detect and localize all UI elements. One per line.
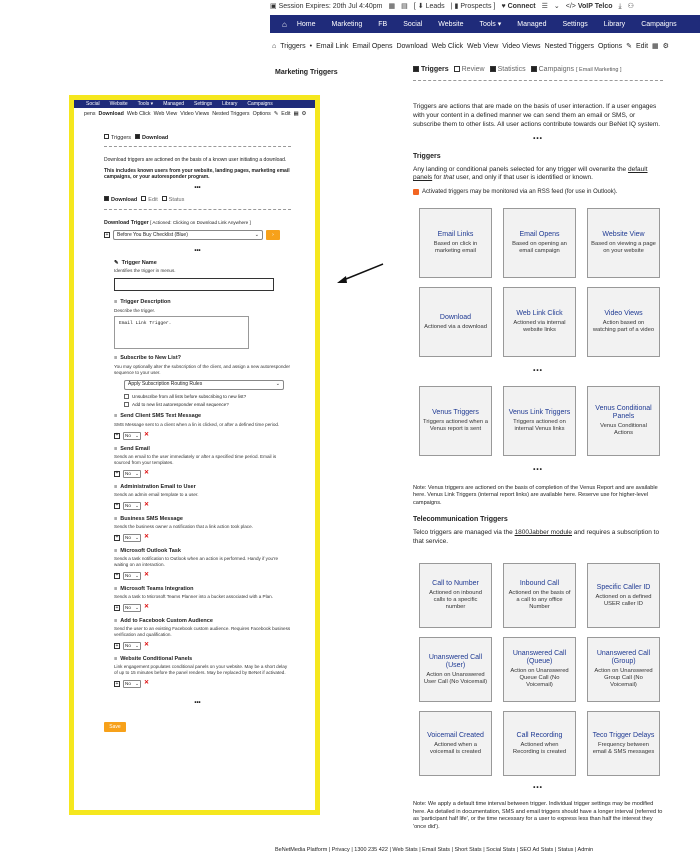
nav-website[interactable]: Website [438,20,464,28]
trigger-description-textarea[interactable]: Email Link Trigger. [114,316,249,349]
subnav-nested-triggers[interactable]: Nested Triggers [544,42,594,50]
card-website-view[interactable]: Website View Based on viewing a page on your website [587,208,660,278]
chevron-down-icon: ⌄ [135,534,139,540]
voip-link[interactable]: </> VoIP Telco [565,3,613,10]
menu-icon: ≡ [114,483,118,490]
close-icon[interactable]: ✕ [144,431,150,438]
plus-square-icon [104,134,109,139]
chevron-down-icon: ⌄ [135,502,139,508]
plus-square-icon[interactable]: + [115,572,119,579]
sub-nav: ⌂ Triggers • Email Link Email Opens Download Web Click Web View Video Views Nested Triggers Options ✎ Edit ▦ ⚙ [272,42,669,50]
panel-nav-settings[interactable]: Settings [194,101,213,107]
panel-nav [74,100,315,108]
admin-select[interactable]: No ⌄ [125,502,139,508]
arrow-right-icon: › [272,232,274,239]
admin-email-field: ≡ Administration Email to User Sends an admin email template to a user. + No ⌄ ✕ [114,483,199,509]
panel-sub-options[interactable]: Options [252,111,271,117]
card-voicemail-created[interactable]: Voicemail Created Actioned when a voicemail is created [419,711,492,776]
card-unanswered-group[interactable]: Unanswered Call (Group) Action on Unanswered Group Call (No Voicemail) [587,637,660,702]
tab-review[interactable]: Review [454,65,485,74]
email-field: ≡ Send Email Sends an email to the user immediately or after a specified time period. Email is sourced from your templates. + No ⌄ ✕ [114,445,277,477]
session-expires: Session Expires: 20th Jul 4:40pm [278,3,383,10]
square-icon [490,66,496,72]
square-icon [531,66,537,72]
trigger-name-input[interactable] [114,278,274,291]
close-icon[interactable]: ✕ [144,604,150,611]
leads-link[interactable]: [ ⬇ Leads [413,3,445,10]
sms-field: ≡ Send Client SMS Text Message SMS Message sent to a client when a lin is clicked, or after a defined time period. + No ⌄ ✕ [114,413,280,439]
trigger-description-field: ≡ Trigger Description Describe the trigger. Email Link Trigger. [114,299,291,349]
menu-icon: ≡ [114,413,118,420]
subnav-options[interactable]: Options [597,42,623,50]
connect-link[interactable]: ♥ Connect [501,3,536,10]
card-web-link-click[interactable]: Web Link Click Actioned via internal website links [503,287,576,357]
panel-intro-b: This includes known users from your website, landing pages, marketing email campaigns, or your autoresponder program. [104,167,290,181]
chevron-down-icon: ⌄ [135,572,139,578]
facebook-select[interactable]: No ⌄ [125,643,139,649]
code-icon: </> [565,3,576,10]
card-video-views[interactable]: Video Views Action based on watching part of a video [587,287,660,357]
plus-square-icon[interactable]: + [115,534,119,541]
user-icon[interactable]: ⚇ [627,3,634,10]
nav-settings[interactable]: Settings [562,20,588,28]
close-icon[interactable]: ✕ [144,572,150,579]
chevron-down-icon: ⌄ [135,681,139,687]
default-panels-link[interactable]: default panels [413,165,648,182]
download-icon[interactable]: ⤓ [618,3,622,10]
subnav-web-click[interactable]: Web Click [431,42,464,50]
card-email-links[interactable]: Email Links Based on click in marketing email [419,208,492,278]
separator-dots: ••• [194,184,201,191]
main-tabs [413,64,663,76]
panel-nav-library[interactable]: Library [222,101,238,107]
home-icon[interactable]: ⌂ [272,42,277,50]
venus-note: Note: Venus triggers are actioned on the basis of completion of the Venus Report and are available here. Venus Link Triggers (internal report links) are available here. Reserve use for higher-level campaigns. [413,484,658,506]
divider [413,80,663,81]
conditional-panels-field: ≡ Website Conditional Panels Link engagement populates conditional panels on your website. May be a short delay of up to 15 minutes before the panel renders. May be replaced by BeNet if activated. + No ⌄ ✕ [114,656,288,687]
divider [104,209,291,210]
trigger-cards [419,208,663,357]
trigger-select-row [104,230,291,240]
plus-square-icon[interactable]: + [105,231,109,238]
subnav-triggers[interactable]: Triggers [280,42,306,50]
business-sms-field: ≡ Business SMS Message Sends the business owner a notification that a link action took place. + No ⌄ ✕ [114,515,253,541]
home-icon[interactable]: ⌂ [282,19,287,29]
menu-icon: ≡ [114,445,118,452]
prospects-link[interactable]: | ▮ Prospects ] [450,3,496,10]
chevron-down-icon: ⌄ [135,605,139,611]
page-title: Marketing Triggers [275,69,338,76]
card-unanswered-queue[interactable]: Unanswered Call (Queue) Action on Unanswered Queue Call (No Voicemail) [503,637,576,702]
separator-dots: ••• [533,784,543,792]
card-email-opens[interactable]: Email Opens Based on opening an email campaign [503,208,576,278]
menu-icon: ≡ [114,656,118,663]
panel-nav-tools[interactable]: Tools ▾ [137,101,154,107]
chevron-down-icon: ⌄ [254,232,259,239]
panel-tabs-2 [104,196,291,204]
card-unanswered-user[interactable]: Unanswered Call (User) Action on Unanswered User Call (No Voicemail) [419,637,492,702]
panel-sub-nav [74,108,315,120]
grid-icon[interactable]: ▦ [388,3,396,10]
separator-dots: ••• [533,465,543,473]
separator-dots: ••• [533,367,543,375]
subnav-web-view[interactable]: Web View [467,42,499,50]
nav-library[interactable]: Library [603,20,626,28]
plus-square-icon[interactable]: + [115,642,119,649]
menu-icon: ≡ [114,355,118,362]
delay-note: Note: We apply a default time interval between trigger. Individual trigger settings may be modified here. As detailed in documentation, SMS and email triggers should have a longer interval (referred to as 'participant half life', or the time necessary for a user to express less than half the interest they 'once did'). [413,801,663,830]
subnav-email-opens[interactable]: Email Opens [352,42,393,50]
main-nav [270,15,700,33]
panel-nav-managed[interactable]: Managed [163,101,185,107]
plus-square-icon [162,196,167,201]
close-icon[interactable]: ✕ [144,642,150,649]
rss-icon[interactable] [413,189,419,195]
panel-sub-web-view[interactable]: Web View [153,111,178,117]
close-icon[interactable]: ✕ [144,533,150,540]
telco-heading: Telecommunication Triggers [413,516,508,524]
jabber-module-link[interactable]: 1800Jabber module [514,528,572,536]
card-venus-link-triggers[interactable]: Venus Link Triggers Triggers actioned on internal Venus links [503,386,576,456]
plus-square-icon [454,66,460,72]
close-icon[interactable]: ✕ [144,469,150,476]
edit-icon[interactable]: ✎ [626,43,632,50]
unsubscribe-checkbox[interactable] [124,394,129,399]
nav-managed[interactable]: Managed [517,20,547,28]
square-icon [413,66,419,72]
leads-icon: ⬇ [417,3,424,10]
conditional-panels-select[interactable]: No ⌄ [125,681,139,687]
facebook-audience-field: ≡ Add to Facebook Custom Audience Send the user to an existing Facebook custom audience. Requires Facebook business verification and qualification. + No ⌄ ✕ [114,618,291,649]
teams-select[interactable]: No ⌄ [125,605,139,611]
venus-cards [419,386,663,456]
chevron-down-icon: ⌄ [135,643,139,649]
close-icon[interactable]: ✕ [144,680,150,687]
autoresponder-checkbox[interactable] [124,402,129,407]
card-trigger-delays[interactable]: Teco Trigger Delays Frequency between email & SMS messages [587,711,660,776]
separator-dots: ••• [194,248,201,255]
chevron-down-icon[interactable]: ⌄ [553,3,560,10]
card-call-to-number[interactable]: Call to Number Actioned on inbound calls to a specific number [419,563,492,628]
subnav-download[interactable]: Download [396,42,428,50]
nav-home[interactable]: Home [296,20,316,28]
nav-fb[interactable]: FB [378,20,388,28]
plus-square-icon[interactable]: + [115,604,119,611]
menu-icon: ≡ [114,618,118,625]
edit-icon: ✎ [114,260,119,267]
card-venus-triggers[interactable]: Venus Triggers Triggers actioned when a Venus report is sent [419,386,492,456]
trigger-name-field: ✎ Trigger Name Identifies the trigger in menus. [114,260,291,291]
card-download[interactable]: Download Actioned via a download [419,287,492,357]
panel-tab-triggers[interactable]: Triggers [104,134,131,142]
outlook-select[interactable]: No ⌄ [125,572,139,578]
sms-select[interactable]: No ⌄ [125,432,139,438]
go-button[interactable] [266,230,280,240]
settings-icon[interactable]: ⚙ [301,111,307,117]
subnav-edit[interactable]: Edit [635,42,649,50]
panel-sub-web-click[interactable]: Web Click [126,111,151,117]
right-column [413,64,663,836]
session-bar [270,0,700,13]
email-select[interactable]: No ⌄ [125,470,139,476]
menu-icon: ≡ [114,547,118,554]
panel-nav-campaigns[interactable]: Campaigns [247,101,273,107]
card-specific-caller-id[interactable]: Specific Caller ID Actioned on a defined USER caller ID [587,563,660,628]
nav-social[interactable]: Social [403,20,423,28]
nav-marketing[interactable]: Marketing [331,20,363,28]
plus-square-icon[interactable]: + [115,470,119,477]
panel-sub-download[interactable]: Download [98,111,124,117]
menu-icon: ≡ [114,299,118,306]
panel-sub-video-views[interactable]: Video Views [180,111,210,117]
panel-nav-website[interactable]: Website [109,101,128,107]
panel-intro-a: Download triggers are actioned on the basis of a known user initiating a download. [104,157,287,164]
heart-icon: ♥ [501,3,506,10]
panel-tab-edit[interactable]: Edit [141,196,157,204]
table-icon[interactable]: ▦ [293,111,299,117]
prospects-icon: ▮ [454,3,459,10]
panel-nav-social[interactable]: Social [86,101,100,107]
plus-square-icon[interactable]: + [115,502,119,509]
download-trigger-label: Download Trigger [ Actioned: Clicking on Download Link Anywhere ] [104,219,251,226]
tab-campaigns[interactable]: Campaigns [ Email Marketing ] [531,65,622,74]
subscribe-field: ≡ Subscribe to New List? You may optionally alter the subscription of the client, and assign a new autoresponder sequence to your user. Apply Subscription Routing Rules ⌄ Unsubscribe from all lists before subscribing to new list? Add to new list autoresponder email sequence? [114,355,291,407]
trigger-select[interactable]: Before You Buy Checklist (Blue) ⌄ [113,230,263,240]
subnav-video-views[interactable]: Video Views [502,42,541,50]
card-inbound-call[interactable]: Inbound Call Actioned on the basis of a call to any office Number [503,563,576,628]
plus-square-icon[interactable]: + [115,432,119,439]
close-icon[interactable]: ✕ [144,501,150,508]
menu-icon: ≡ [114,585,118,592]
telco-text: Telco triggers are managed via the 1800Jabber module and requires a subscription to that service. [413,528,660,545]
chevron-down-icon: ⌄ [275,381,280,388]
square-icon [104,196,109,201]
pointer-arrow-icon [335,262,385,286]
chevron-down-icon: ⌄ [135,432,139,438]
square-icon [135,134,140,139]
separator-dots: ••• [194,700,201,707]
table-icon[interactable]: ▦ [652,43,659,50]
card-venus-conditional-panels[interactable]: Venus Conditional Panels Venus Conditional Actions [587,386,660,456]
tab-triggers[interactable]: Triggers [413,65,449,74]
panel-body [74,134,315,732]
subscription-select[interactable]: Apply Subscription Routing Rules ⌄ [124,380,284,390]
intro-text: Triggers are actions that are made on the basis of user interaction. If a user engages with your content in a defined manner we can send them an email or SMS, or subscribe them to other lists. All user actions contribute towards our BeNet IQ system. [413,103,661,128]
inbox-icon[interactable]: ▤ [401,3,408,10]
menu-icon: ≡ [114,515,118,522]
triggers-text: Any landing or conditional panels selected for any trigger will overwrite the default panels for that user, and only if that user is identified or known. [413,165,648,182]
panel-sub-opens[interactable]: pens [84,111,96,117]
rss-notice: Activated triggers may be monitored via an RSS feed (for use in Outlook). [413,188,663,196]
subnav-email-link[interactable]: Email Link [316,42,349,50]
divider [104,146,291,147]
plus-square-icon[interactable]: + [115,680,119,687]
triggers-heading: Triggers [413,153,441,161]
panel-tab-download[interactable]: Download [135,134,168,142]
nav-campaigns[interactable]: Campaigns [641,20,677,28]
list-icon[interactable]: ☰ [541,3,548,10]
business-sms-select[interactable]: No ⌄ [125,534,139,540]
edit-icon[interactable]: ✎ [273,111,279,117]
telco-cards [419,563,663,776]
panel-tabs [104,134,291,142]
separator-dots: ••• [533,135,543,143]
teams-field: ≡ Microsoft Teams Integration Sends a task to Microsoft Teams Planner into a bucket associated with a Plan. + No ⌄ ✕ [114,585,273,611]
plus-square-icon [141,196,146,201]
calendar-icon: ▣ [270,3,277,10]
card-call-recording[interactable]: Call Recording Actioned when Recording is created [503,711,576,776]
outlook-field: ≡ Microsoft Outlook Task Sends a task notification to Outlook when an action is performed. Handy if you're waiting on an interaction. + No ⌄ ✕ [114,547,279,579]
chevron-down-icon: ⌄ [135,470,139,476]
panel-sub-edit[interactable]: Edit [281,111,291,117]
settings-icon[interactable]: ⚙ [662,43,669,50]
panel-tab-download-2[interactable]: Download [104,196,137,204]
nav-tools[interactable]: Tools ▾ [479,21,502,28]
panel-tab-status[interactable]: Status [162,196,185,204]
panel-sub-nested[interactable]: Nested Triggers [212,111,250,117]
footer: BeNetMedia Platform | Privacy | 1300 235 422 | Web Stats | Email Stats | Short Stats | Social Stats | SEO Ad Stats | Status | Admin [275,847,594,853]
save-button[interactable]: Save [104,722,126,732]
zoomed-download-panel [69,95,320,815]
tab-statistics[interactable]: Statistics [490,65,526,74]
